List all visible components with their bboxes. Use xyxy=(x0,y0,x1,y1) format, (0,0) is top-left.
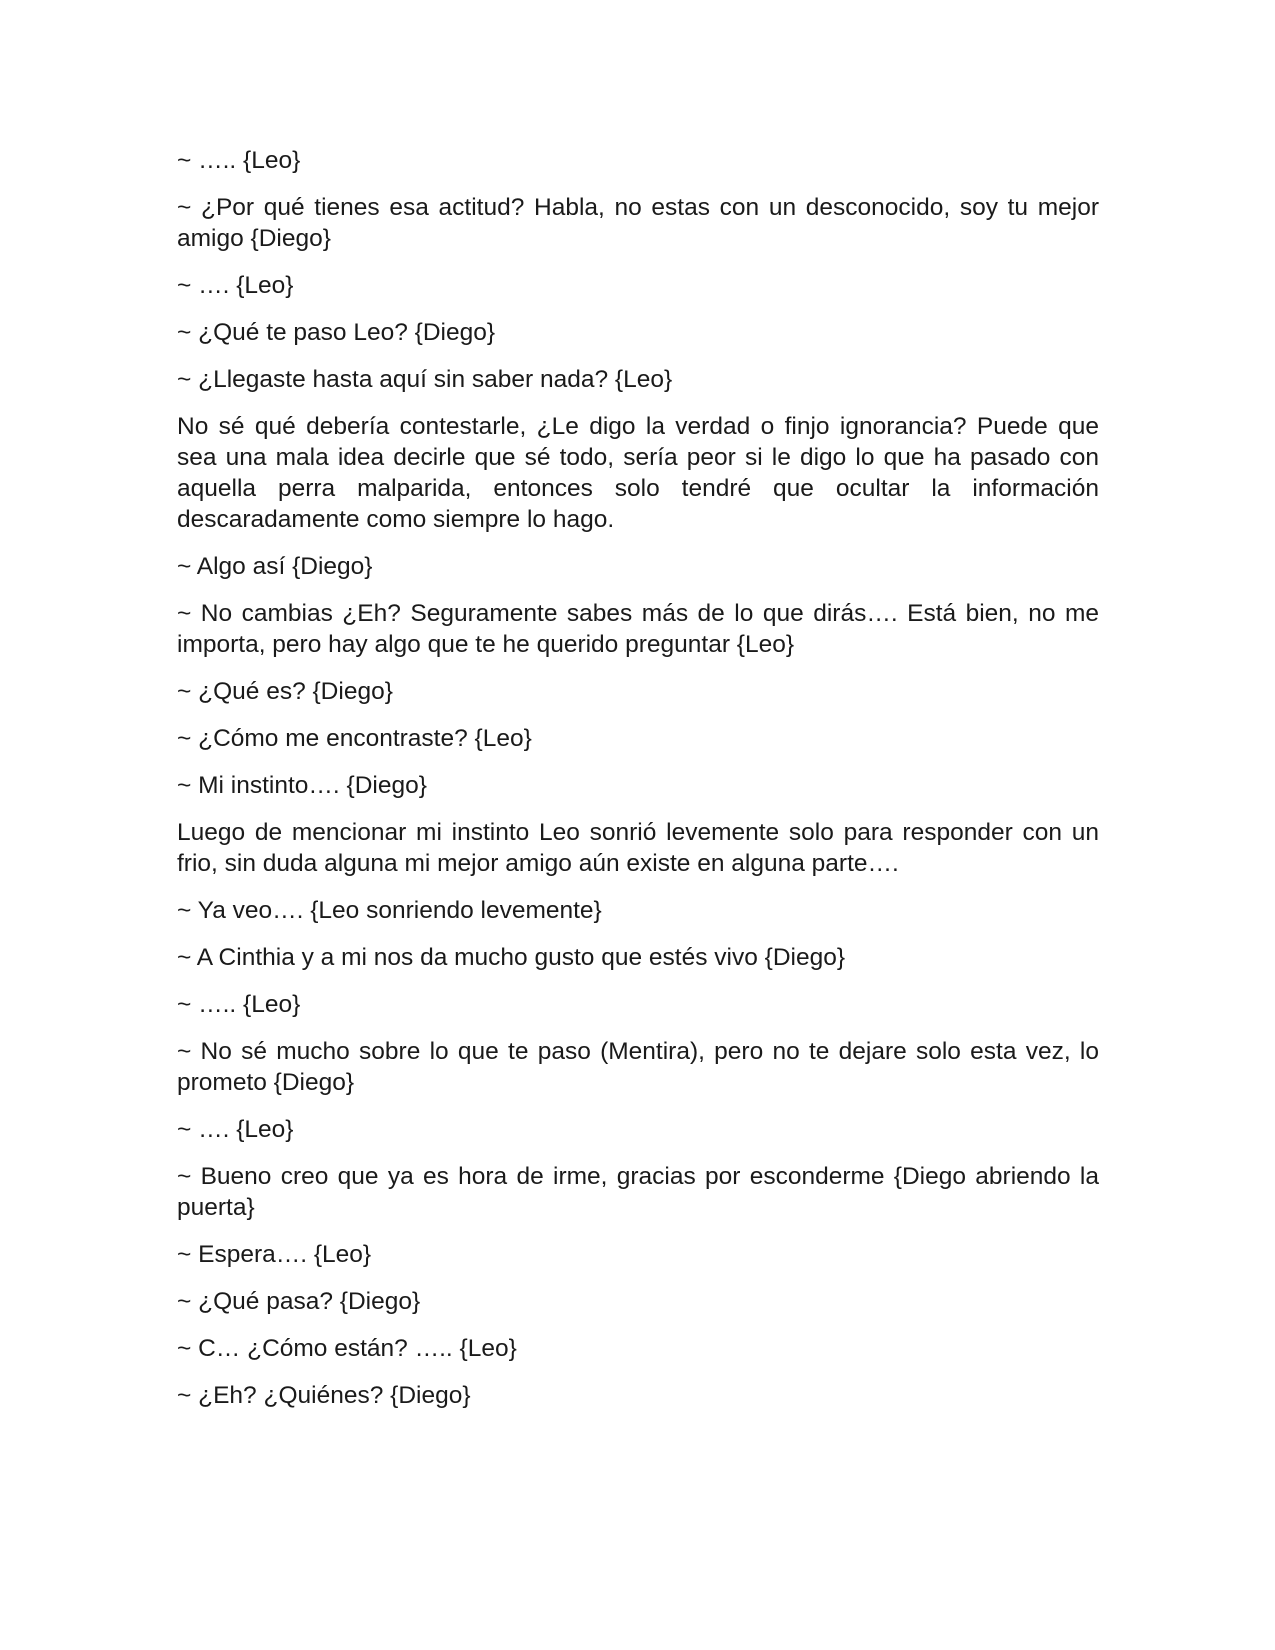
dialogue-line: ~ …. {Leo} xyxy=(177,1116,294,1143)
dialogue-line: ~ ¿Llegaste hasta aquí sin saber nada? {Leo} xyxy=(177,366,673,393)
dialogue-line: ~ …. {Leo} xyxy=(177,272,294,299)
dialogue-line: ~ Ya veo…. {Leo sonriendo levemente} xyxy=(177,897,602,924)
dialogue-line: ~ ¿Cómo me encontraste? {Leo} xyxy=(177,725,532,752)
dialogue-line: ~ ¿Eh? ¿Quiénes? {Diego} xyxy=(177,1382,471,1409)
dialogue-line: ~ ¿Por qué tienes esa actitud? Habla, no estas con un desconocido, soy tu mejor amigo {Diego} xyxy=(177,194,1099,252)
dialogue-line: ~ Algo así {Diego} xyxy=(177,553,373,580)
dialogue-line: ~ No sé mucho sobre lo que te paso (Mentira), pero no te dejare solo esta vez, lo prometo {Diego} xyxy=(177,1038,1099,1096)
dialogue-line: ~ ….. {Leo} xyxy=(177,147,301,174)
dialogue-line: ~ Mi instinto…. {Diego} xyxy=(177,772,427,799)
dialogue-line: ~ ¿Qué te paso Leo? {Diego} xyxy=(177,319,496,346)
dialogue-line: ~ ….. {Leo} xyxy=(177,991,301,1018)
dialogue-line: ~ Espera…. {Leo} xyxy=(177,1241,372,1268)
dialogue-line: ~ ¿Qué es? {Diego} xyxy=(177,678,393,705)
dialogue-line: ~ A Cinthia y a mi nos da mucho gusto que estés vivo {Diego} xyxy=(177,944,846,971)
dialogue-line: ~ No cambias ¿Eh? Seguramente sabes más de lo que dirás…. Está bien, no me importa, pero hay algo que te he querido preguntar {Leo} xyxy=(177,600,1099,658)
narration-paragraph: Luego de mencionar mi instinto Leo sonrió levemente solo para responder con un frio, sin duda alguna mi mejor amigo aún existe en alguna parte…. xyxy=(177,819,1099,877)
dialogue-line: ~ ¿Qué pasa? {Diego} xyxy=(177,1288,421,1315)
dialogue-line: ~ C… ¿Cómo están? ….. {Leo} xyxy=(177,1335,517,1362)
document-page xyxy=(177,145,1099,1427)
dialogue-line: ~ Bueno creo que ya es hora de irme, gracias por esconderme {Diego abriendo la puerta} xyxy=(177,1163,1099,1221)
narration-paragraph: No sé qué debería contestarle, ¿Le digo la verdad o finjo ignorancia? Puede que sea una mala idea decirle que sé todo, sería peor si le digo lo que ha pasado con aquella perra malparida, entonces solo tendré que ocultar la información descaradamente como siempre lo hago. xyxy=(177,413,1099,533)
